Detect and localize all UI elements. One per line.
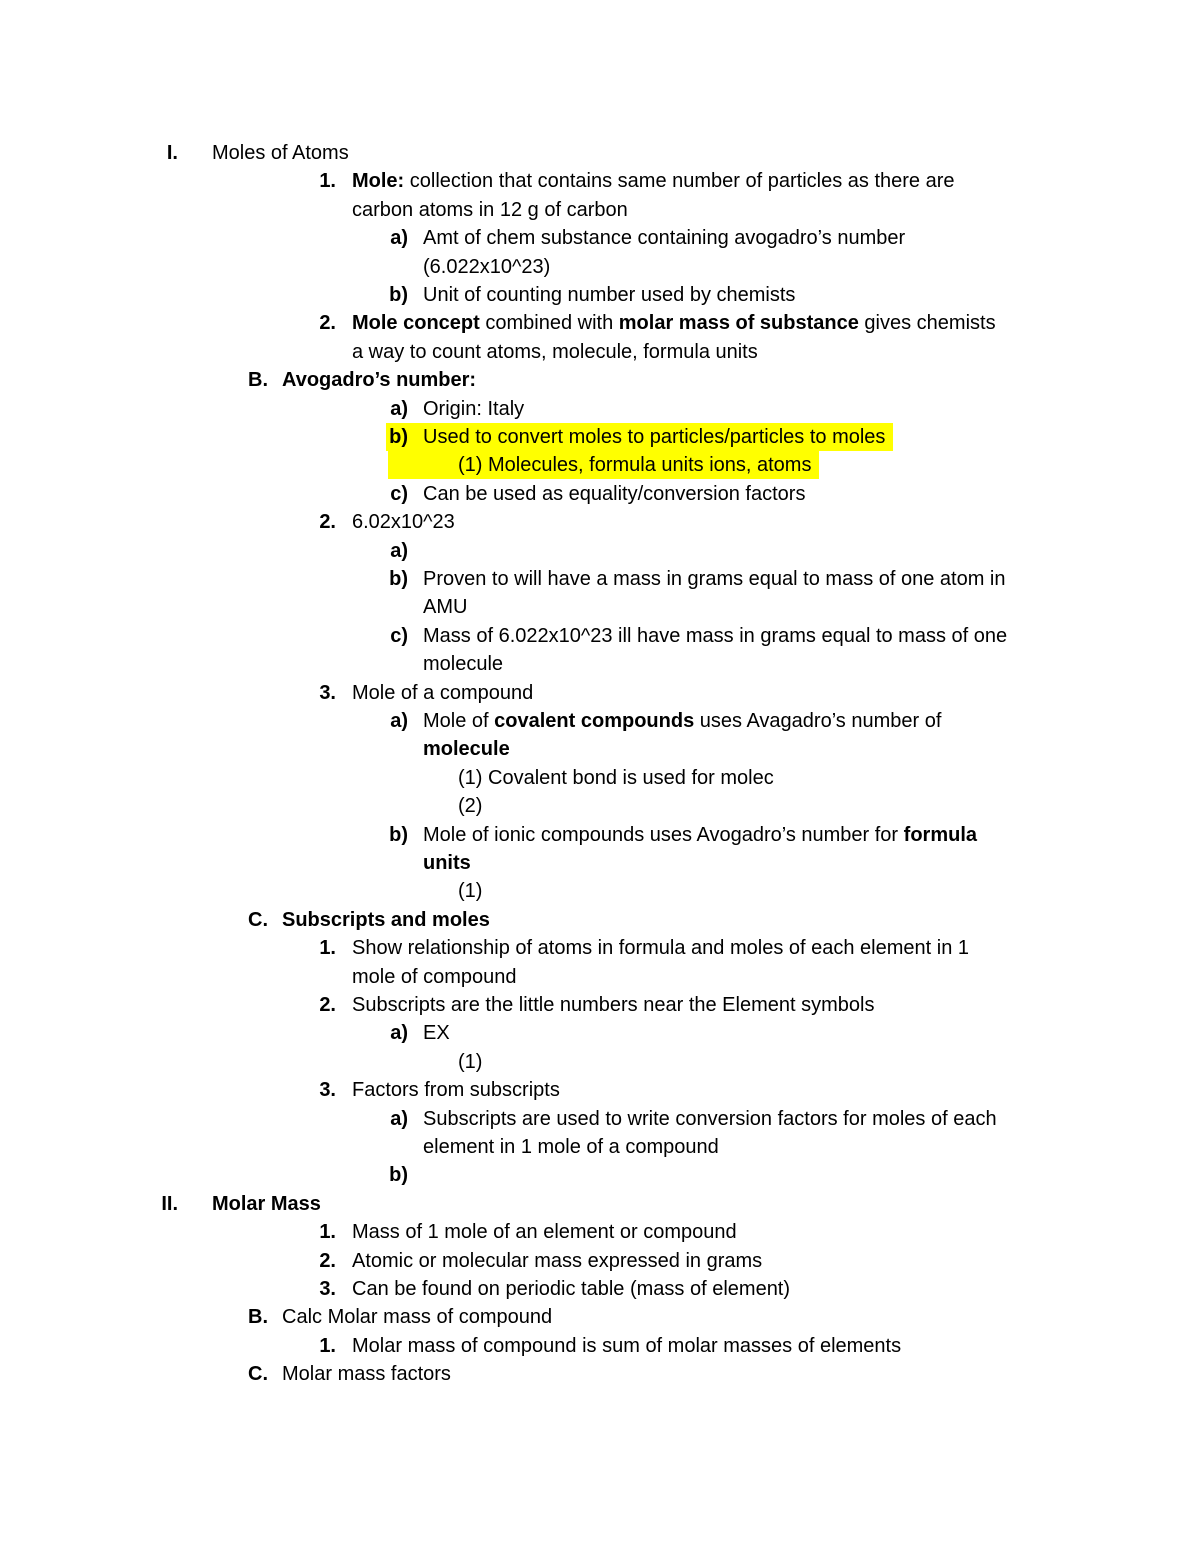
outline-text	[352, 508, 455, 536]
outline-line	[0, 593, 1200, 621]
text-run: 6.02x10^23	[352, 511, 455, 534]
outline-line	[0, 1048, 1200, 1076]
outline-text	[423, 1133, 719, 1161]
text-run: Mole of a compound	[352, 681, 534, 704]
outline-marker: a)	[390, 1107, 408, 1130]
outline-line	[0, 1360, 1200, 1388]
outline-text	[212, 1190, 321, 1218]
text-run: (1) Molecules, formula units ions, atoms	[458, 454, 812, 477]
text-run: molecule	[423, 653, 504, 676]
text-run: Unit of counting number used by chemists	[423, 284, 796, 306]
outline-text	[423, 395, 524, 423]
text-run: Calc Molar mass of compound	[282, 1306, 553, 1329]
outline-marker: a)	[390, 1022, 408, 1045]
text-run: Atomic or molecular mass expressed in grams	[352, 1249, 763, 1272]
outline-text	[212, 139, 349, 167]
text-run: Moles of Atoms	[212, 142, 349, 164]
text-run: EX	[423, 1022, 450, 1045]
outline-line	[0, 167, 1200, 195]
outline-text	[282, 366, 476, 394]
outline-line	[0, 423, 1200, 451]
outline-marker: 2.	[319, 312, 336, 335]
outline-line	[0, 309, 1200, 337]
outline-text	[423, 650, 503, 678]
outline-line	[0, 650, 1200, 678]
bold-term: molecule	[423, 738, 510, 761]
outline-line	[0, 622, 1200, 650]
outline-text	[352, 679, 533, 707]
outline-marker: b)	[389, 1164, 408, 1187]
text-run: (2)	[458, 795, 483, 818]
outline-line	[0, 707, 1200, 735]
outline-marker: 3.	[319, 1278, 336, 1300]
outline-marker: C.	[248, 908, 268, 931]
text-run: collection that contains same number of particles as there are	[404, 170, 955, 193]
outline-line	[0, 792, 1200, 820]
text-run: a way to count atoms, molecule, formula units	[352, 340, 758, 363]
outline-text	[423, 849, 471, 877]
outline-text	[282, 1360, 451, 1388]
outline-line	[0, 139, 1200, 167]
outline-text	[352, 991, 874, 1019]
text-run: Mass of 1 mole of an element or compound	[352, 1221, 737, 1244]
outline-text	[282, 906, 490, 934]
bold-term: Subscripts and moles	[282, 908, 490, 931]
outline-marker: 1.	[319, 170, 336, 193]
outline-line	[0, 1105, 1200, 1133]
text-run: carbon atoms in 12 g of carbon	[352, 198, 628, 221]
outline-text	[423, 480, 805, 508]
outline-marker: B.	[248, 1306, 268, 1329]
outline-marker: c)	[390, 624, 408, 647]
outline-marker: 2.	[319, 511, 336, 534]
outline-marker: c)	[390, 482, 408, 505]
outline-text	[352, 1275, 790, 1303]
outline-marker: II.	[161, 1192, 178, 1215]
outline-line	[0, 1133, 1200, 1161]
outline-line	[0, 1303, 1200, 1331]
outline-text	[458, 792, 482, 820]
outline-line	[0, 537, 1200, 565]
text-run: combined with	[479, 312, 619, 335]
outline-text	[352, 167, 955, 195]
outline-text	[352, 309, 996, 337]
outline-line	[0, 1019, 1200, 1047]
text-run: Molar mass of compound is sum of molar masses of elements	[352, 1334, 902, 1357]
outline-marker: 3.	[319, 1079, 336, 1102]
outline-text	[388, 451, 819, 479]
outline-marker: b)	[389, 568, 408, 590]
outline-marker: I.	[166, 142, 178, 164]
outline-text	[458, 1048, 482, 1076]
outline-text	[408, 423, 893, 451]
outline-line	[0, 877, 1200, 905]
outline-line	[0, 451, 1200, 479]
text-run: element in 1 mole of a compound	[423, 1136, 719, 1158]
outline-marker: a)	[390, 397, 408, 420]
outline-text	[458, 764, 774, 792]
outline-line	[0, 679, 1200, 707]
outline-line	[0, 338, 1200, 366]
outline-text	[352, 196, 628, 224]
outline-text	[423, 565, 1006, 593]
outline-line	[0, 735, 1200, 763]
text-run: (1) Covalent bond is used for molec	[458, 766, 774, 789]
outline-marker: B.	[248, 369, 268, 392]
outline-marker: a)	[390, 710, 408, 732]
text-run: mole of compound	[352, 965, 517, 988]
outline-marker: a)	[390, 539, 408, 562]
outline-line	[0, 821, 1200, 849]
outline-marker: 2.	[319, 994, 336, 1016]
outline-text	[352, 1332, 901, 1360]
text-run: Amt of chem substance containing avogadro’s number	[423, 227, 906, 250]
outline-line	[0, 849, 1200, 877]
text-run: Used to convert moles to particles/particles to moles	[423, 426, 886, 448]
outline-text	[352, 338, 758, 366]
outline-text	[423, 1105, 997, 1133]
outline-marker: 1.	[319, 1334, 336, 1357]
outline-marker: a)	[390, 227, 408, 250]
outline-marker: C.	[248, 1363, 268, 1386]
outline-marker: 1.	[319, 1221, 336, 1244]
outline-line	[0, 963, 1200, 991]
outline-text	[423, 735, 510, 763]
outline-text	[423, 281, 795, 309]
bold-term: Mole concept	[352, 312, 480, 335]
text-run: (1)	[458, 1050, 483, 1073]
text-run: gives chemists	[858, 312, 996, 335]
text-run: AMU	[423, 596, 468, 619]
text-run: Show relationship of atoms in formula and moles of each element in 1	[352, 937, 970, 960]
outline-line	[0, 480, 1200, 508]
outline-line	[0, 281, 1200, 309]
outline-line	[0, 1332, 1200, 1360]
outline-marker: b)	[389, 284, 408, 306]
outline-marker: 3.	[319, 681, 336, 704]
bold-term: formula	[903, 823, 977, 846]
text-run: (6.022x10^23)	[423, 255, 551, 278]
outline-line	[0, 1161, 1200, 1189]
outline-marker: b)	[389, 823, 408, 846]
outline-line	[0, 906, 1200, 934]
text-run: Factors from subscripts	[352, 1079, 560, 1102]
text-run: (1)	[458, 880, 483, 903]
text-run: Molar mass factors	[282, 1363, 451, 1386]
text-run: Mole of ionic compounds uses Avogadro’s number for	[423, 823, 904, 846]
outline-text	[423, 707, 941, 735]
bold-term: molar mass of substance	[618, 312, 859, 335]
outline-text	[423, 593, 467, 621]
outline-line	[0, 934, 1200, 962]
outline-text	[423, 224, 905, 252]
outline-line	[0, 764, 1200, 792]
bold-term: Avogadro’s number:	[282, 369, 477, 392]
text-run: Mass of 6.022x10^23 ill have mass in grams equal to mass of one	[423, 624, 1008, 647]
outline-marker: 2.	[319, 1249, 336, 1272]
outline-line	[0, 565, 1200, 593]
bold-term: Molar Mass	[212, 1192, 321, 1215]
text-run: Origin: Italy	[423, 397, 525, 420]
outline-text	[282, 1303, 552, 1331]
bold-term: units	[423, 852, 471, 874]
bold-term: Mole:	[352, 170, 405, 193]
outline-text	[458, 877, 482, 905]
outline-text	[352, 1076, 560, 1104]
bold-term: covalent compounds	[494, 710, 695, 732]
outline-text	[423, 622, 1007, 650]
outline-line	[0, 1190, 1200, 1218]
text-run: uses Avagadro’s number of	[694, 710, 942, 732]
outline-text	[352, 1247, 762, 1275]
outline-line	[0, 508, 1200, 536]
text-run: Can be found on periodic table (mass of element)	[352, 1278, 791, 1300]
outline-text	[423, 253, 550, 281]
outline-line	[0, 1076, 1200, 1104]
text-run: Subscripts are used to write conversion factors for moles of each	[423, 1107, 997, 1130]
text-run: Proven to will have a mass in grams equal to mass of one atom in	[423, 568, 1006, 590]
outline-line	[0, 253, 1200, 281]
text-run: Can be used as equality/conversion factors	[423, 482, 806, 505]
outline-line	[0, 196, 1200, 224]
text-run: Mole of	[423, 710, 495, 732]
outline-text	[352, 1218, 737, 1246]
outline-line	[0, 1218, 1200, 1246]
outline-text	[352, 963, 517, 991]
outline-marker: b)	[386, 423, 408, 451]
outline-marker: 1.	[319, 937, 336, 960]
outline-text	[423, 1019, 450, 1047]
outline-text	[423, 821, 977, 849]
outline-line	[0, 366, 1200, 394]
outline-line	[0, 1275, 1200, 1303]
outline-line	[0, 991, 1200, 1019]
text-run: Subscripts are the little numbers near the Element symbols	[352, 994, 875, 1016]
outline-line	[0, 1247, 1200, 1275]
outline-text	[352, 934, 969, 962]
outline-line	[0, 395, 1200, 423]
outline-line	[0, 224, 1200, 252]
